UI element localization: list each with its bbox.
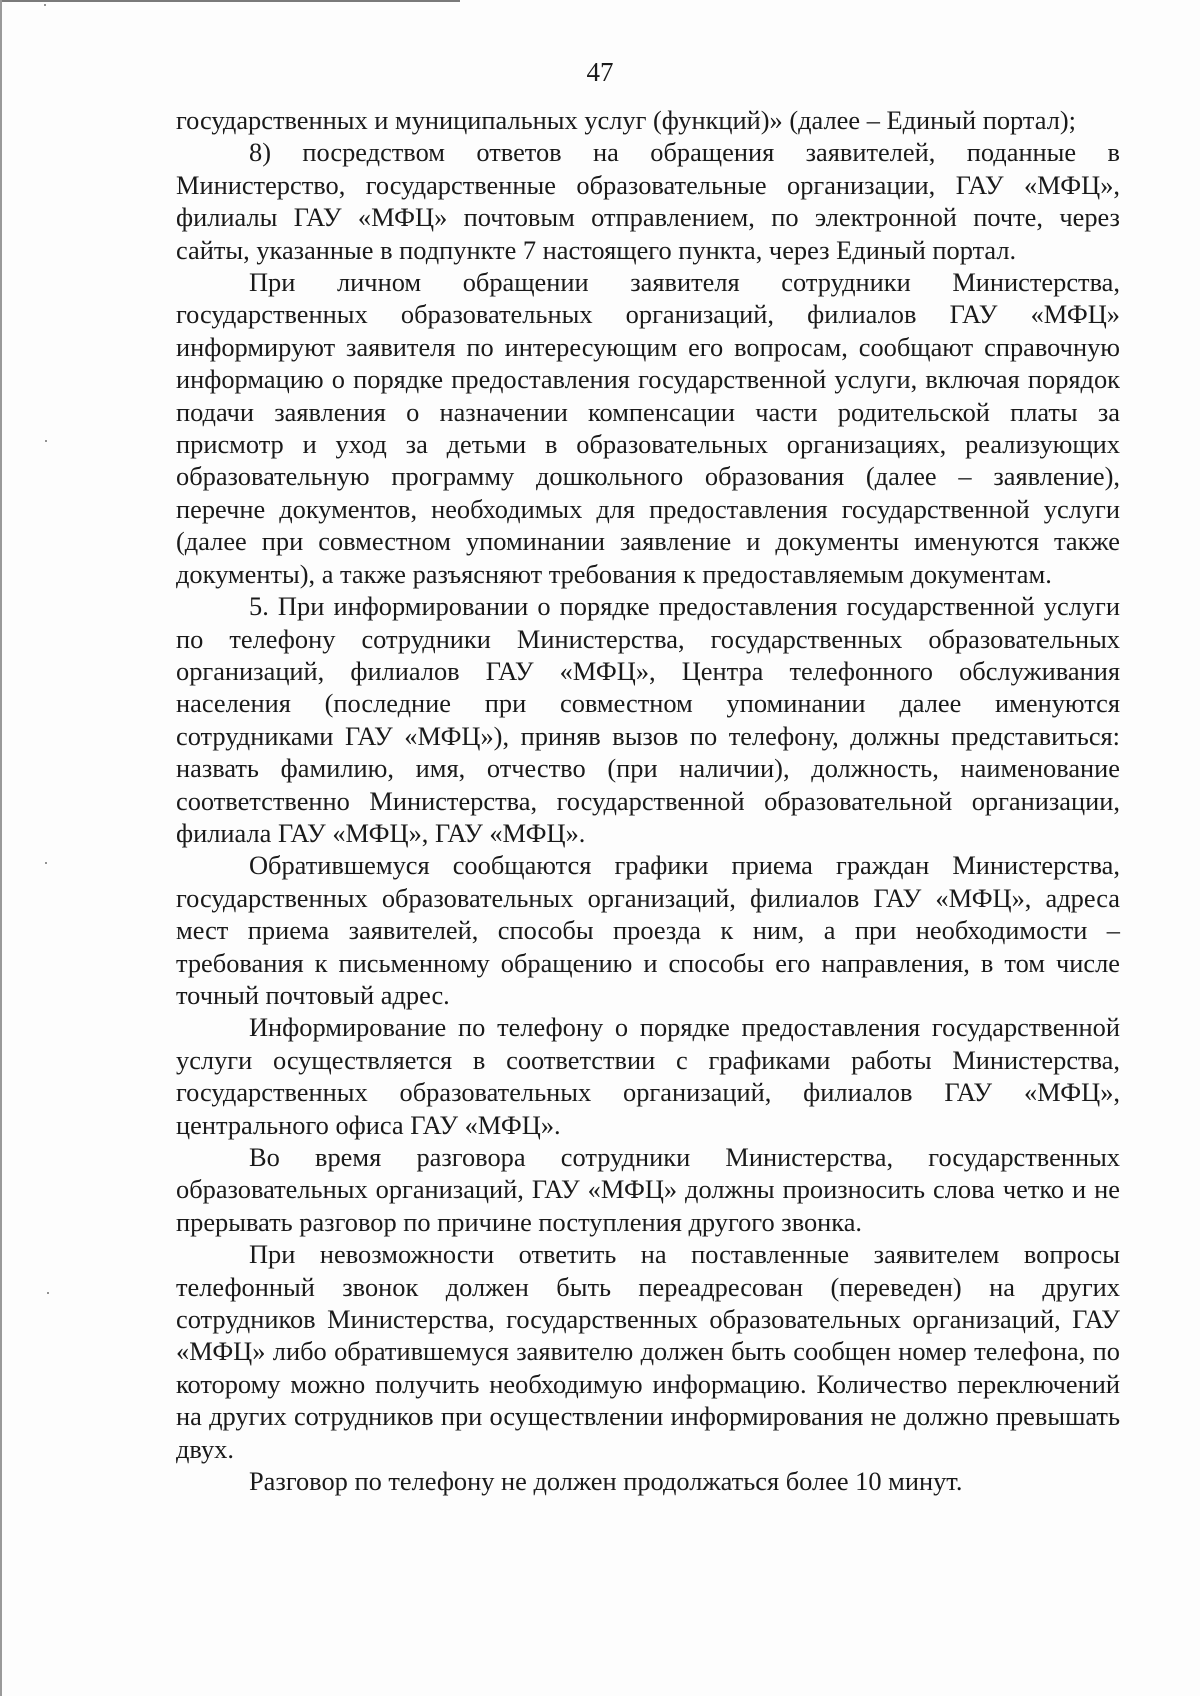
scan-border-top [0,0,460,2]
paragraph-5: Обратившемуся сообщаются графики приема граждан Министерства, государственных образовательных организаций, филиалов ГАУ «МФЦ», адреса мест приема заявителей, способы проезда к ним, а при необходимости – требования к письменному обращению и способы его направления, в том числе точный почтовый адрес. [176,850,1120,1010]
scan-speck [44,4,46,6]
paragraph-7: Во время разговора сотрудники Министерства, государственных образовательных организаций, ГАУ «МФЦ» должны произносить слова четко и не прерывать разговор по причине поступления другого звонка. [176,1142,1120,1237]
paragraph-3: При личном обращении заявителя сотрудники Министерства, государственных образовательных организаций, филиалов ГАУ «МФЦ» информируют заявителя по интересующим его вопросам, сообщают справочную информацию о порядке предоставления государственной услуги, включая порядок подачи заявления о назначении компенсации части родительской платы за присмотр и уход за детьми в образовательных организациях, реализующих образовательную программу дошкольного образования (далее – заявление), перечне документов, необходимых для предоставления государственной услуги (далее при совместном упоминании заявление и документы именуются также документы), а также разъясняют требования к предоставляемым документам. [176,267,1120,589]
scan-border-left [0,0,2,1696]
paragraph-4: 5. При информировании о порядке предоставления государственной услуги по телефону сотрудники Министерства, государственных образовательных организаций, филиалов ГАУ «МФЦ», Центра телефонного обслуживания населения (последние при совместном упоминании далее именуются сотрудниками ГАУ «МФЦ»), приняв вызов по телефону, должны представиться: назвать фамилию, имя, отчество (при наличии), должность, наименование соответственно Министерства, государственной образовательной организации, филиала ГАУ «МФЦ», ГАУ «МФЦ». [176,591,1120,848]
scan-speck [45,440,47,442]
paragraph-1: государственных и муниципальных услуг (функций)» (далее – Единый портал); [176,105,1076,135]
scan-speck [47,1292,49,1294]
page-number: 47 [586,57,614,87]
paragraph-6: Информирование по телефону о порядке предоставления государственной услуги осуществляется в соответствии с графиками работы Министерства, государственных образовательных организаций, филиалов ГАУ «МФЦ», центрального офиса ГАУ «МФЦ». [176,1012,1120,1140]
scan-speck [45,862,47,864]
paragraph-8: При невозможности ответить на поставленные заявителем вопросы телефонный звонок должен быть переадресован (переведен) на других сотрудников Министерства, государственных образовательных организаций, ГАУ «МФЦ» либо обратившемуся заявителю должен быть сообщен номер телефона, по которому можно получить необходимую информацию. Количество переключений на других сотрудников при осуществлении информирования не должно превышать двух. [176,1239,1120,1464]
paragraph-9: Разговор по телефону не должен продолжаться более 10 минут. [249,1466,963,1497]
paragraph-2: 8) посредством ответов на обращения заявителей, поданные в Министерство, государственные образовательные организации, ГАУ «МФЦ», филиалы ГАУ «МФЦ» почтовым отправлением, по электронной почте, через сайты, указанные в подпункте 7 настоящего пункта, через Единый портал. [176,137,1120,265]
document-body [176,104,1120,1497]
